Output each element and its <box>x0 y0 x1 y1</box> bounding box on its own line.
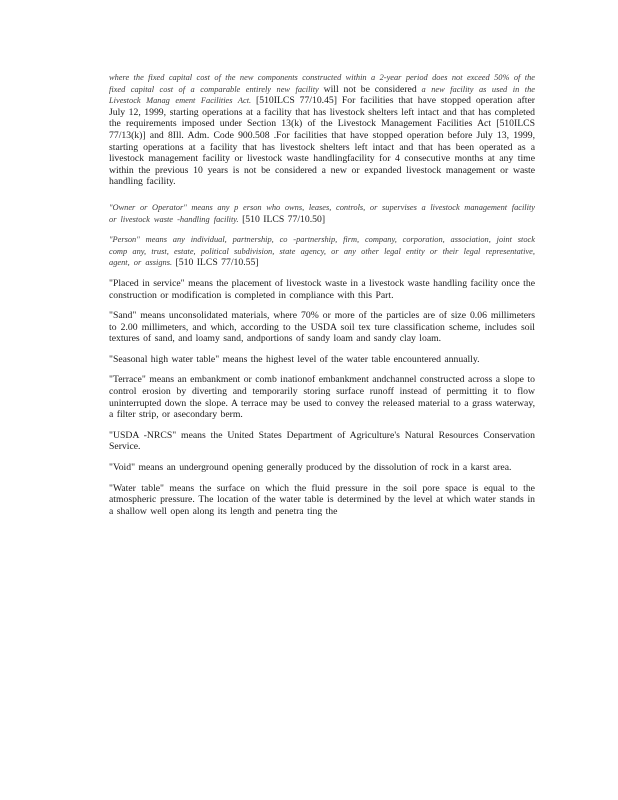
body-text: "Seasonal high water table" means the highest level of the water table encountered annually. <box>109 353 480 365</box>
definition-terrace <box>109 374 535 420</box>
body-text: "Placed in service" means the placement of livestock waste in a livestock waste handling facility once the construction or modification is completed in compliance with this Part. <box>109 277 535 301</box>
definition-sand <box>109 310 535 345</box>
body-text: "Water table" means the surface on which the fluid pressure in the soil pore space is equal to the atmospheric pressure. The location of the water table is determined by the level at which water stands in a shallow well open along its length and penetra ting the <box>109 482 535 517</box>
definition-void <box>109 462 535 474</box>
definition-person <box>109 234 535 269</box>
definition-owner-or-operator <box>109 202 535 225</box>
definition-usda-nrcs <box>109 430 535 453</box>
citation: [510 ILCS 77/10.55] <box>172 257 259 269</box>
statute-text: where the fixed capital cost of the new components constructed within a 2-year period does not exceed 50% of the fixed capital cost of a comparable entirely new facility <box>109 73 535 94</box>
body-text: [510ILCS 77/10.45] For facilities that have stopped operation after July 12, 1999, starting operations at a facility that has livestock shelters left intact and that has completed the requirements imposed under Section 13(k) of the Livestock Management Facilities Act [510ILCS 77/13(k)] and 8Ill. Adm. Code 900.508 .For facilities that have stopped operation before July 13, 1999, starting operations at a facility that has livestock shelters left intact and that has been operated as a livestock management facility or livestock waste handlingfacility for 4 consecutive months at any time within the previous 10 years is not be considered a new or expanded livestock management or waste handling facility. <box>109 95 535 188</box>
statute-text: "Owner or Operator" means any p erson who owns, leases, controls, or supervises a livestock management facility or livestock waste -handling facility. <box>109 202 535 224</box>
definitions-text <box>109 72 535 526</box>
body-text: "Void" means an underground opening generally produced by the dissolution of rock in a karst area. <box>109 462 512 474</box>
body-text: "USDA -NRCS" means the United States Department of Agriculture's Natural Resources Conservation Service. <box>109 429 535 453</box>
definition-water-table <box>109 483 535 518</box>
statute-text: a new facility as used in the Livestock Manag ement Facilities Act. <box>109 84 535 106</box>
citation: [510 ILCS 77/10.50] <box>238 213 326 225</box>
definition-placed-in-service <box>109 278 535 301</box>
paragraph-facility-continuation <box>109 72 535 188</box>
definition-seasonal-high-water-table <box>109 354 535 366</box>
body-text: "Terrace" means an embankment or comb inationof embankment andchannel constructed across a slope to control erosion by diverting and temporarily storing surface runoff instead of permitting it to flow uninterrupted down the slope. A terrace may be used to convey the released material to a grass waterway, a filter strip, or asecondary berm. <box>109 374 535 421</box>
body-text: will not be considered <box>318 83 422 95</box>
statute-text: "Person" means any individual, partnership, co -partnership, firm, company, corporation, association, joint stock comp any, trust, estate, political subdivision, state agency, or any other legal entity or their legal representative, agent, or assigns. <box>109 235 535 268</box>
body-text: "Sand" means unconsolidated materials, where 70% or more of the particles are of size 0.06 millimeters to 2.00 millimeters, and which, according to the USDA soil tex ture classification scheme, includes soil textures of sand, and loamy sand, andportions of sandy loam and sandy clay loam. <box>109 310 535 345</box>
